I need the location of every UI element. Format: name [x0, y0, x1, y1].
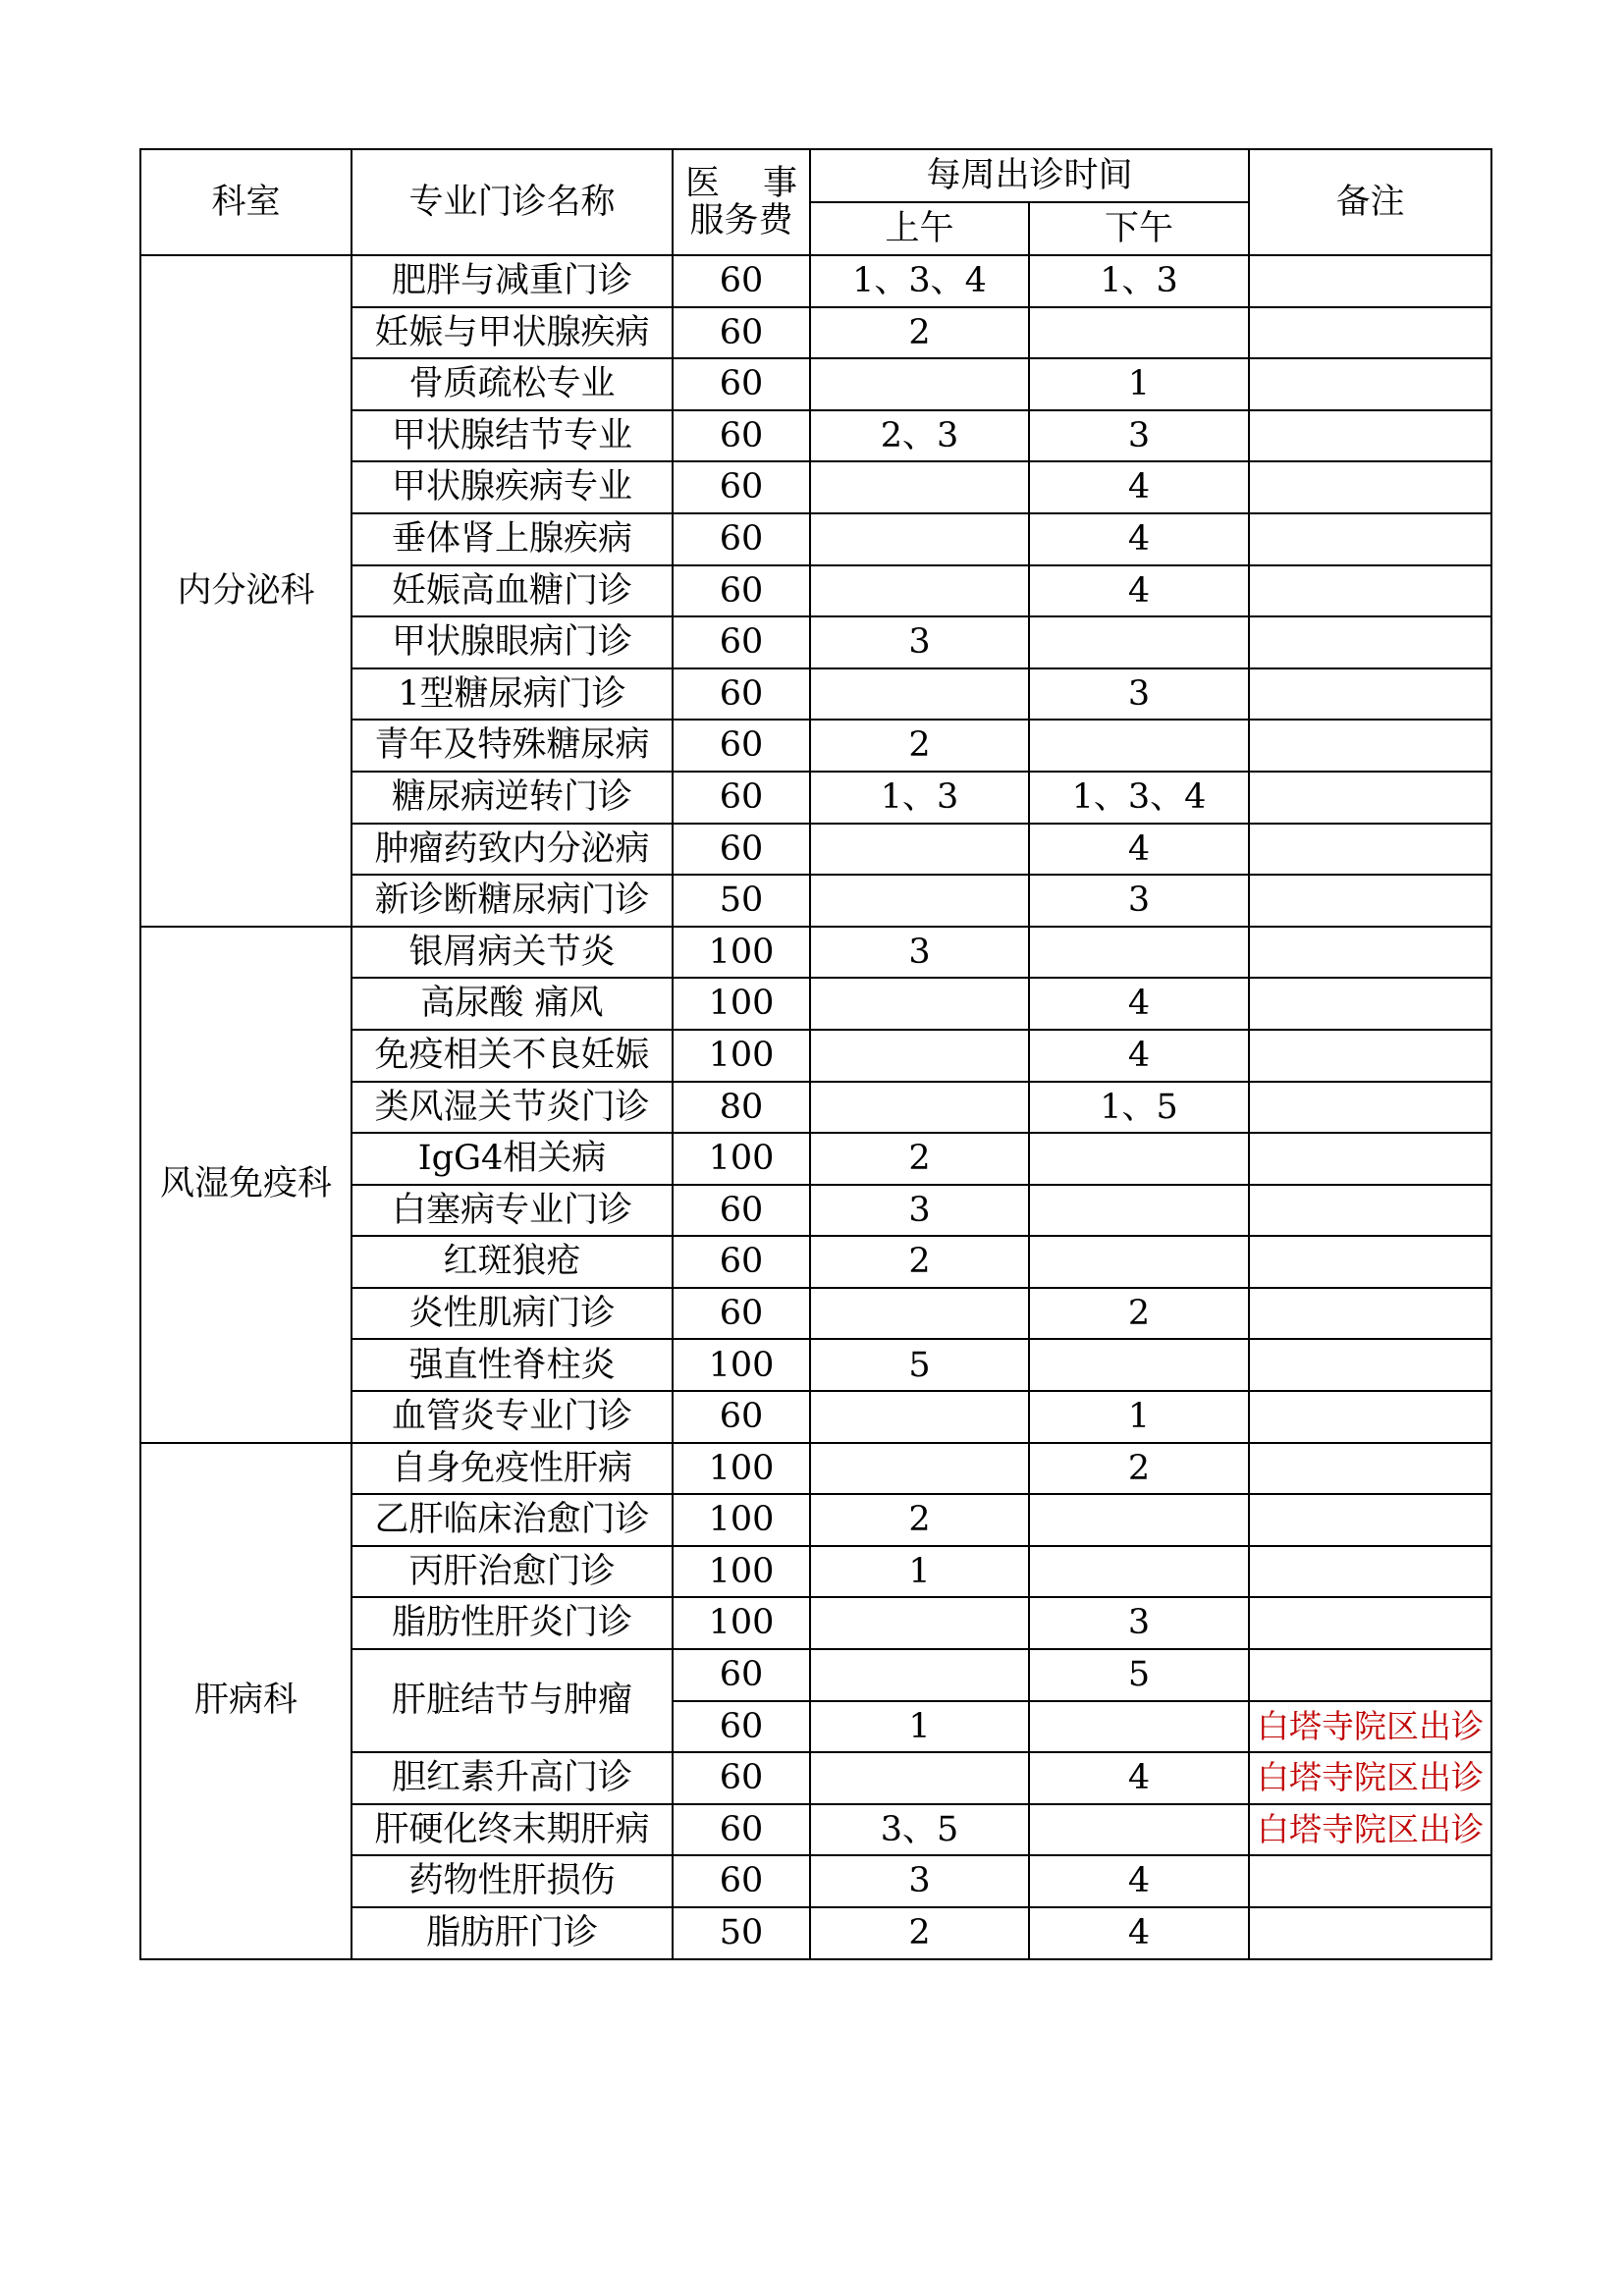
header-row-1 — [140, 149, 1491, 202]
am-cell — [810, 1082, 1029, 1134]
fee-cell: 60 — [673, 1855, 810, 1907]
am-cell: 1 — [810, 1546, 1029, 1598]
am-cell — [810, 824, 1029, 876]
fee-cell: 60 — [673, 358, 810, 410]
note-cell — [1249, 1236, 1491, 1288]
note-cell — [1249, 720, 1491, 772]
pm-cell: 3 — [1029, 1597, 1249, 1649]
note-cell — [1249, 1339, 1491, 1391]
pm-cell — [1029, 616, 1249, 668]
fee-cell: 60 — [673, 255, 810, 307]
pm-cell: 4 — [1029, 978, 1249, 1030]
note-cell — [1249, 927, 1491, 979]
fee-cell: 60 — [673, 1752, 810, 1804]
pm-cell — [1029, 1133, 1249, 1185]
am-cell: 3 — [810, 1855, 1029, 1907]
am-cell: 2 — [810, 1236, 1029, 1288]
note-cell — [1249, 358, 1491, 410]
note-cell — [1249, 461, 1491, 513]
pm-cell: 4 — [1029, 1907, 1249, 1959]
fee-cell: 60 — [673, 720, 810, 772]
pm-cell: 1 — [1029, 358, 1249, 410]
clinic-name: 妊娠与甲状腺疾病 — [352, 307, 673, 359]
pm-cell: 5 — [1029, 1649, 1249, 1701]
note-cell — [1249, 1907, 1491, 1959]
clinic-name: 1型糖尿病门诊 — [352, 668, 673, 721]
pm-cell: 1、3、4 — [1029, 772, 1249, 824]
fee-cell: 60 — [673, 1649, 810, 1701]
clinic-name: 胆红素升高门诊 — [352, 1752, 673, 1804]
pm-cell: 1、5 — [1029, 1082, 1249, 1134]
am-cell: 1、3、4 — [810, 255, 1029, 307]
pm-cell: 4 — [1029, 1855, 1249, 1907]
note-cell — [1249, 307, 1491, 359]
fee-cell: 50 — [673, 875, 810, 927]
clinic-name: 肝硬化终末期肝病 — [352, 1804, 673, 1856]
pm-cell — [1029, 1701, 1249, 1753]
note-cell — [1249, 255, 1491, 307]
fee-cell: 60 — [673, 307, 810, 359]
fee-cell: 100 — [673, 1339, 810, 1391]
fee-cell: 100 — [673, 927, 810, 979]
am-cell: 2 — [810, 1133, 1029, 1185]
dept-name: 内分泌科 — [140, 255, 352, 927]
am-cell — [810, 1649, 1029, 1701]
fee-cell: 60 — [673, 1391, 810, 1443]
table-row — [140, 255, 1491, 307]
header-fee — [673, 149, 810, 255]
clinic-name: 甲状腺结节专业 — [352, 410, 673, 462]
am-cell: 1、3 — [810, 772, 1029, 824]
note-cell: 白塔寺院区出诊 — [1249, 1752, 1491, 1804]
clinic-name: 肥胖与减重门诊 — [352, 255, 673, 307]
am-cell — [810, 513, 1029, 565]
am-cell: 3 — [810, 616, 1029, 668]
fee-cell: 100 — [673, 1030, 810, 1082]
note-cell — [1249, 668, 1491, 721]
clinic-name: 甲状腺疾病专业 — [352, 461, 673, 513]
fee-cell: 100 — [673, 1443, 810, 1495]
am-cell — [810, 1030, 1029, 1082]
fee-cell: 60 — [673, 410, 810, 462]
clinic-name: 青年及特殊糖尿病 — [352, 720, 673, 772]
fee-cell: 60 — [673, 1236, 810, 1288]
am-cell — [810, 1391, 1029, 1443]
clinic-name: 炎性肌病门诊 — [352, 1288, 673, 1340]
am-cell — [810, 875, 1029, 927]
note-cell — [1249, 1855, 1491, 1907]
pm-cell — [1029, 720, 1249, 772]
am-cell: 2 — [810, 720, 1029, 772]
table-row — [140, 927, 1491, 979]
fee-cell: 60 — [673, 565, 810, 617]
clinic-name: 骨质疏松专业 — [352, 358, 673, 410]
header-fee-char-a: 医 — [685, 163, 721, 203]
fee-cell: 100 — [673, 1597, 810, 1649]
fee-cell: 60 — [673, 1701, 810, 1753]
pm-cell — [1029, 1339, 1249, 1391]
note-cell — [1249, 1494, 1491, 1546]
am-cell — [810, 978, 1029, 1030]
fee-cell: 60 — [673, 772, 810, 824]
dept-name: 肝病科 — [140, 1443, 352, 1959]
am-cell: 2 — [810, 1907, 1029, 1959]
am-cell — [810, 1288, 1029, 1340]
pm-cell: 4 — [1029, 824, 1249, 876]
note-cell — [1249, 1133, 1491, 1185]
note-cell — [1249, 1649, 1491, 1701]
fee-cell: 60 — [673, 513, 810, 565]
note-cell — [1249, 565, 1491, 617]
am-cell: 5 — [810, 1339, 1029, 1391]
fee-cell: 100 — [673, 978, 810, 1030]
note-cell — [1249, 875, 1491, 927]
dept-name: 风湿免疫科 — [140, 927, 352, 1443]
clinic-name: 丙肝治愈门诊 — [352, 1546, 673, 1598]
clinic-name: 肝脏结节与肿瘤 — [352, 1649, 673, 1752]
fee-cell: 60 — [673, 1288, 810, 1340]
pm-cell: 3 — [1029, 410, 1249, 462]
fee-cell: 60 — [673, 824, 810, 876]
fee-cell: 100 — [673, 1133, 810, 1185]
am-cell: 2、3 — [810, 410, 1029, 462]
note-cell — [1249, 1443, 1491, 1495]
fee-cell: 100 — [673, 1494, 810, 1546]
clinic-name: 肿瘤药致内分泌病 — [352, 824, 673, 876]
am-cell — [810, 358, 1029, 410]
note-cell — [1249, 616, 1491, 668]
note-cell: 白塔寺院区出诊 — [1249, 1701, 1491, 1753]
fee-cell: 60 — [673, 1804, 810, 1856]
note-cell — [1249, 410, 1491, 462]
pm-cell: 1 — [1029, 1391, 1249, 1443]
note-cell — [1249, 513, 1491, 565]
pm-cell — [1029, 1185, 1249, 1237]
pm-cell: 4 — [1029, 461, 1249, 513]
header-clinic-name: 专业门诊名称 — [352, 149, 673, 255]
clinic-name: 红斑狼疮 — [352, 1236, 673, 1288]
pm-cell — [1029, 1546, 1249, 1598]
fee-cell: 80 — [673, 1082, 810, 1134]
clinic-name: 血管炎专业门诊 — [352, 1391, 673, 1443]
am-cell — [810, 1752, 1029, 1804]
pm-cell: 1、3 — [1029, 255, 1249, 307]
pm-cell — [1029, 1494, 1249, 1546]
pm-cell — [1029, 1236, 1249, 1288]
note-cell — [1249, 1030, 1491, 1082]
header-note: 备注 — [1249, 149, 1491, 255]
clinic-name: 银屑病关节炎 — [352, 927, 673, 979]
am-cell — [810, 1597, 1029, 1649]
pm-cell: 2 — [1029, 1288, 1249, 1340]
am-cell: 2 — [810, 307, 1029, 359]
header-fee-char-b: 事 — [762, 163, 797, 203]
clinic-name: 妊娠高血糖门诊 — [352, 565, 673, 617]
pm-cell: 4 — [1029, 513, 1249, 565]
am-cell: 1 — [810, 1701, 1029, 1753]
pm-cell: 3 — [1029, 875, 1249, 927]
clinic-name: 糖尿病逆转门诊 — [352, 772, 673, 824]
am-cell — [810, 565, 1029, 617]
fee-cell: 60 — [673, 461, 810, 513]
note-cell — [1249, 1082, 1491, 1134]
am-cell — [810, 1443, 1029, 1495]
note-cell — [1249, 824, 1491, 876]
pm-cell: 4 — [1029, 1030, 1249, 1082]
note-cell — [1249, 772, 1491, 824]
note-cell — [1249, 1185, 1491, 1237]
clinic-name: 类风湿关节炎门诊 — [352, 1082, 673, 1134]
am-cell: 2 — [810, 1494, 1029, 1546]
note-cell — [1249, 978, 1491, 1030]
note-cell — [1249, 1288, 1491, 1340]
clinic-name: 乙肝临床治愈门诊 — [352, 1494, 673, 1546]
clinic-name: 脂肪肝门诊 — [352, 1907, 673, 1959]
pm-cell: 3 — [1029, 668, 1249, 721]
clinic-name: 药物性肝损伤 — [352, 1855, 673, 1907]
header-pm: 下午 — [1029, 202, 1249, 255]
note-cell: 白塔寺院区出诊 — [1249, 1804, 1491, 1856]
fee-cell: 100 — [673, 1546, 810, 1598]
am-cell: 3、5 — [810, 1804, 1029, 1856]
fee-cell: 50 — [673, 1907, 810, 1959]
am-cell — [810, 668, 1029, 721]
clinic-name: 脂肪性肝炎门诊 — [352, 1597, 673, 1649]
clinic-name: 强直性脊柱炎 — [352, 1339, 673, 1391]
note-cell — [1249, 1391, 1491, 1443]
header-dept: 科室 — [140, 149, 352, 255]
note-cell — [1249, 1597, 1491, 1649]
am-cell: 3 — [810, 1185, 1029, 1237]
note-cell — [1249, 1546, 1491, 1598]
clinic-name: 高尿酸 痛风 — [352, 978, 673, 1030]
clinic-name: 甲状腺眼病门诊 — [352, 616, 673, 668]
clinic-name: IgG4相关病 — [352, 1133, 673, 1185]
pm-cell — [1029, 307, 1249, 359]
fee-cell: 60 — [673, 668, 810, 721]
table-row — [140, 1443, 1491, 1495]
am-cell: 3 — [810, 927, 1029, 979]
clinic-name: 新诊断糖尿病门诊 — [352, 875, 673, 927]
header-fee-line2: 服务费 — [689, 201, 793, 240]
pm-cell — [1029, 1804, 1249, 1856]
pm-cell: 4 — [1029, 565, 1249, 617]
fee-cell: 60 — [673, 616, 810, 668]
clinic-schedule-table — [139, 148, 1492, 1960]
header-am: 上午 — [810, 202, 1029, 255]
pm-cell: 4 — [1029, 1752, 1249, 1804]
clinic-name: 垂体肾上腺疾病 — [352, 513, 673, 565]
header-schedule: 每周出诊时间 — [810, 149, 1249, 202]
am-cell — [810, 461, 1029, 513]
clinic-name: 自身免疫性肝病 — [352, 1443, 673, 1495]
pm-cell: 2 — [1029, 1443, 1249, 1495]
clinic-name: 白塞病专业门诊 — [352, 1185, 673, 1237]
pm-cell — [1029, 927, 1249, 979]
fee-cell: 60 — [673, 1185, 810, 1237]
clinic-name: 免疫相关不良妊娠 — [352, 1030, 673, 1082]
